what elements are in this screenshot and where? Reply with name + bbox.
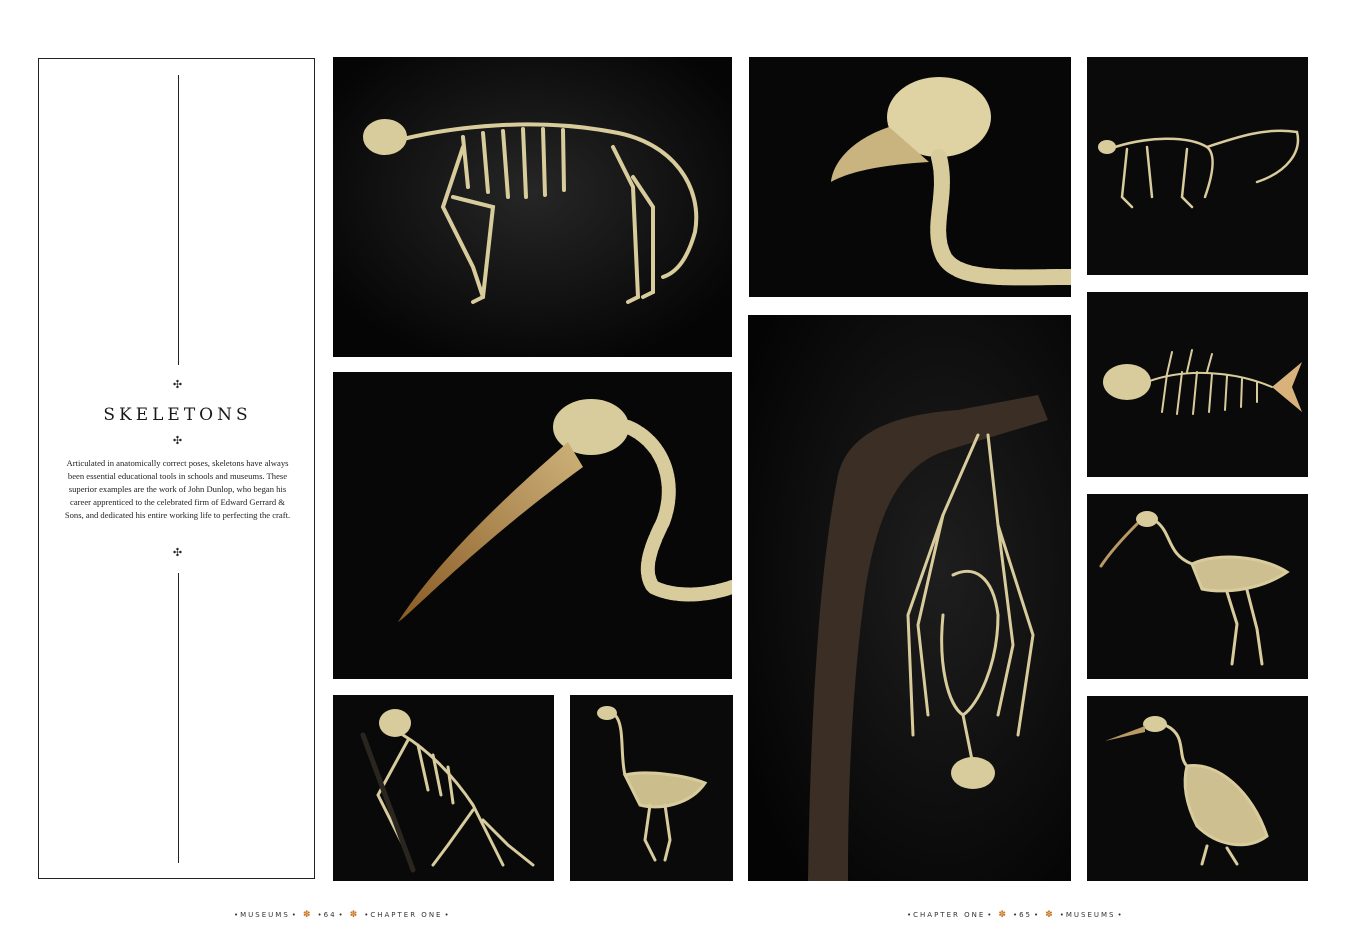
footer-chapter: CHAPTER ONE [370,911,443,919]
heron-skeleton-image [1087,696,1308,881]
flower-icon: ✽ [302,910,311,920]
bat-skeleton-image [748,315,1071,881]
rodent-skeleton-image [1087,57,1308,275]
page-number: 65 [1019,911,1033,919]
page-number: 64 [323,911,337,919]
photo-rodent-skeleton [1087,57,1308,275]
divider-line-bottom [178,573,179,863]
footer-section: MUSEUMS [1065,911,1116,919]
fish-skeleton-image [1087,292,1308,477]
photo-bat-skeleton [748,315,1071,881]
flower-icon: ✽ [998,910,1006,920]
flower-icon: ✽ [349,910,358,920]
photo-cat-skeleton [333,57,732,357]
footer-section: MUSEUMS [240,911,290,919]
photo-ibis-skull [333,372,732,679]
body-paragraph: Articulated in anatomically correct poses, skeletons have always been essential educational tools in schools and museums. These superior examples are the work of John Dunlop, who began his career apprenticed to the celebrated firm of Edward Gerrard & Sons, and dedicated his entire working life to perfecting the craft. [64,458,291,520]
ornament-icon: ✣ [172,434,183,447]
ornament-icon: ✣ [172,546,183,559]
flower-icon: ✽ [1045,910,1053,920]
divider-line-top [178,75,179,365]
text-panel [38,58,315,879]
primate-skeleton-image [333,695,554,881]
section-title: SKELETONS [103,405,252,425]
ibis-skeleton-image [1087,494,1308,679]
photo-bird-skull [749,57,1071,297]
ibis-skull-image [333,372,732,679]
cat-skeleton-image [333,57,732,357]
footer-chapter: CHAPTER ONE [913,911,986,919]
bird-skull-image [749,57,1071,297]
chicken-skeleton-image [570,695,733,881]
photo-chicken-skeleton [570,695,733,881]
photo-heron-skeleton [1087,696,1308,881]
photo-primate-skeleton [333,695,554,881]
footer-right: • CHAPTER ONE • ✽ • 65 • ✽ • MUSEUMS • [907,910,1122,920]
photo-fish-skeleton [1087,292,1308,477]
photo-ibis-skeleton [1087,494,1308,679]
footer-left: • MUSEUMS • ✽ • 64 • ✽ • CHAPTER ONE • [234,910,449,920]
ornament-icon: ✣ [172,378,183,391]
